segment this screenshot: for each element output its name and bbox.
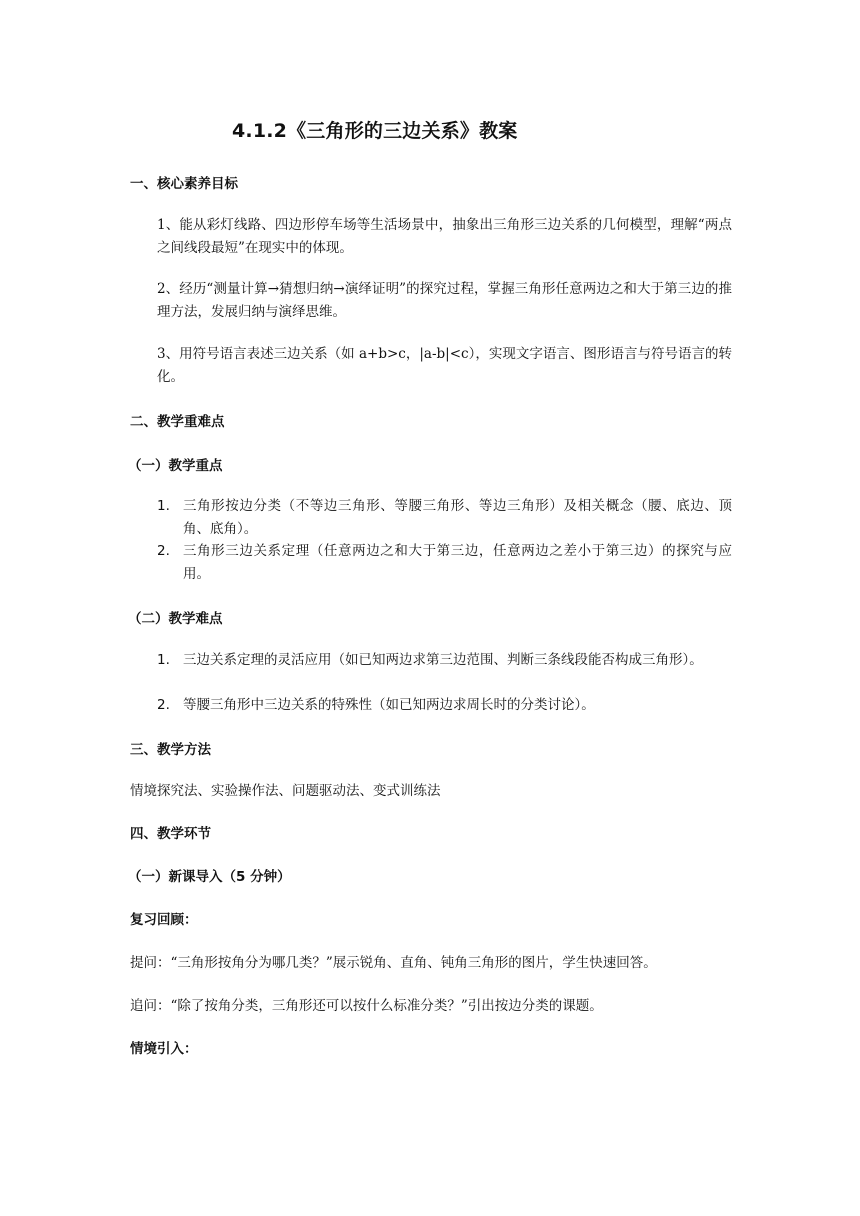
list-text: 三角形按边分类（不等边三角形、等腰三角形、等边三角形）及相关概念（腰、底边、顶角、底角）。: [183, 498, 732, 537]
list-text: 等腰三角形中三边关系的特殊性（如已知两边求周长时的分类讨论）。: [183, 697, 595, 713]
document-title: 4.1.2《三角形的三边关系》教案: [232, 120, 518, 142]
difficult-item-1: [157, 649, 732, 672]
subheading-intro: （一）新课导入（5 分钟）: [128, 869, 291, 885]
key-item-1: [157, 495, 732, 541]
list-text: 三角形三边关系定理（任意两边之和大于第三边，任意两边之差小于第三边）的探究与应用。: [183, 543, 732, 582]
goal-item-2: 2、经历“测量计算→猜想归纳→演绎证明”的探究过程，掌握三角形任意两边之和大于第三边的推理方法，发展归纳与演绎思维。: [157, 281, 732, 320]
list-text: 三边关系定理的灵活应用（如已知两边求第三边范围、判断三条线段能否构成三角形）。: [183, 652, 703, 668]
question-2: 追问：“除了按角分类，三角形还可以按什么标准分类？”引出按边分类的课题。: [130, 998, 603, 1014]
key-item-2: [157, 540, 732, 586]
subheading-key: （一）教学重点: [128, 458, 223, 474]
section-heading-goals: 一、核心素养目标: [130, 176, 238, 192]
list-number: 1.: [157, 652, 170, 668]
difficult-item-2: [157, 694, 732, 717]
review-label: 复习回顾：: [130, 912, 198, 928]
section-heading-key-points: 二、教学重难点: [130, 414, 225, 430]
scene-label: 情境引入：: [130, 1041, 198, 1057]
methods-text: 情境探究法、实验操作法、问题驱动法、变式训练法: [130, 783, 441, 799]
list-number: 2.: [157, 543, 170, 559]
goal-item-1: 1、能从彩灯线路、四边形停车场等生活场景中，抽象出三角形三边关系的几何模型，理解“两点之间线段最短”在现实中的体现。: [157, 217, 732, 256]
section-heading-steps: 四、教学环节: [130, 826, 211, 842]
list-number: 2.: [157, 697, 170, 713]
list-number: 1.: [157, 498, 170, 514]
section-heading-methods: 三、教学方法: [130, 742, 211, 758]
question-1: 提问：“三角形按角分为哪几类？”展示锐角、直角、钝角三角形的图片，学生快速回答。: [130, 955, 657, 971]
goal-item-3: 3、用符号语言表述三边关系（如 a+b>c，|a-b|<c），实现文字语言、图形语言与符号语言的转化。: [157, 346, 732, 385]
subheading-difficult: （二）教学难点: [128, 611, 223, 627]
